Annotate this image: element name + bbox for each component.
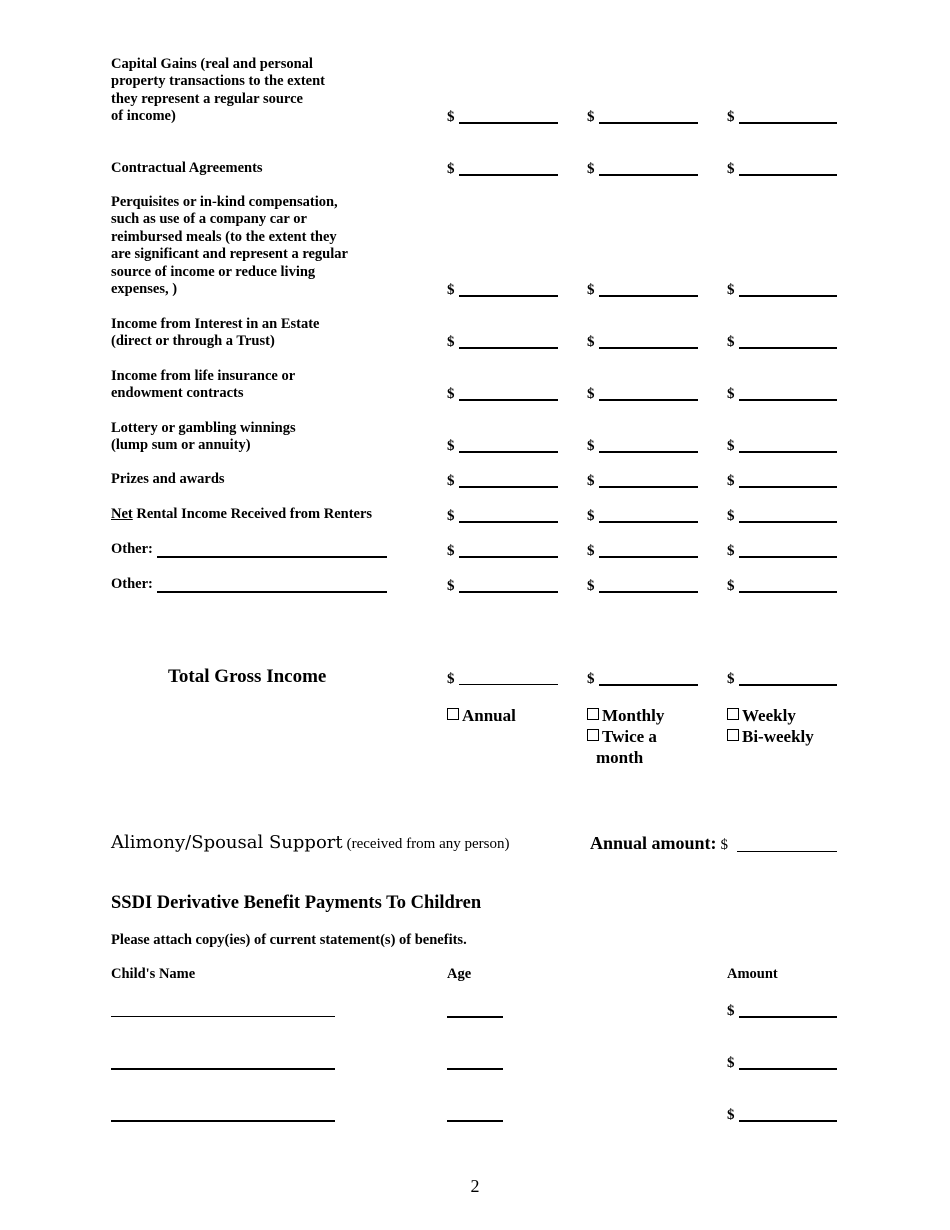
dollar-sign: $ (587, 473, 595, 489)
income-row-label-line: Contractual Agreements (111, 160, 263, 176)
frequency-annual[interactable] (447, 705, 516, 726)
bi-weekly-checkbox[interactable] (727, 729, 739, 741)
other-label: Other: (111, 541, 153, 557)
income-row-label (111, 576, 153, 593)
ssdi-title: SSDI Derivative Benefit Payments To Children (111, 893, 482, 913)
amount-field-3[interactable] (739, 122, 837, 124)
dollar-sign: $ (727, 1003, 735, 1019)
dollar-sign: $ (727, 109, 735, 125)
dollar-sign: $ (727, 671, 735, 687)
income-row-label (111, 194, 348, 298)
income-row-label (111, 56, 325, 126)
income-row-label-line: Capital Gains (real and personal (111, 56, 313, 72)
frequency-twice-a-month[interactable] (587, 726, 657, 747)
amount-field-1[interactable] (459, 451, 558, 453)
weekly-label: Weekly (742, 706, 796, 725)
twice-a-month-label-1: Twice a (602, 727, 657, 746)
dollar-sign: $ (587, 386, 595, 402)
net-emphasis: Net (111, 506, 133, 522)
amount-field-3[interactable] (739, 347, 837, 349)
alimony-title: Alimony/Spousal Support (111, 832, 343, 853)
amount-field-3[interactable] (739, 174, 837, 176)
income-row-label-line: reimbursed meals (to the extent they (111, 228, 337, 245)
dollar-sign: $ (727, 578, 735, 594)
amount-field-2[interactable] (599, 556, 698, 558)
dollar-sign: $ (587, 334, 595, 350)
dollar-sign: $ (447, 334, 455, 350)
alimony-heading (111, 832, 509, 853)
income-row-label-line: expenses, ) (111, 281, 178, 298)
child-age-field[interactable] (447, 1016, 503, 1018)
amount-field-2[interactable] (599, 451, 698, 453)
dollar-sign: $ (727, 334, 735, 350)
child-name-field[interactable] (111, 1068, 335, 1070)
twice-a-month-label-2: month (596, 748, 644, 767)
total-gross-income-label: Total Gross Income (168, 666, 327, 687)
amount-field-1[interactable] (459, 174, 558, 176)
dollar-sign: $ (727, 473, 735, 489)
dollar-sign: $ (447, 543, 455, 559)
income-row-label (111, 471, 225, 488)
dollar-sign: $ (447, 473, 455, 489)
income-row-label (111, 506, 372, 523)
income-row-label-line: (direct or through a Trust) (111, 333, 275, 350)
amount-field-2[interactable] (599, 486, 698, 488)
alimony-note: (received from any person) (346, 836, 510, 852)
income-row-label-line: they represent a regular source (111, 90, 303, 107)
amount-field-3[interactable] (739, 521, 837, 523)
total-amount-field-3[interactable] (739, 684, 837, 686)
amount-field-2[interactable] (599, 347, 698, 349)
amount-field-2[interactable] (599, 399, 698, 401)
child-name-field[interactable] (111, 1120, 335, 1122)
amount-field-1[interactable] (459, 295, 558, 297)
child-age-field[interactable] (447, 1068, 503, 1070)
dollar-sign: $ (447, 109, 455, 125)
income-row-label (111, 541, 153, 558)
amount-field-1[interactable] (459, 556, 558, 558)
amount-field-3[interactable] (739, 295, 837, 297)
other-label: Other: (111, 576, 153, 592)
age-header: Age (447, 966, 472, 982)
dollar-sign: $ (587, 508, 595, 524)
annual-label: Annual (462, 706, 516, 725)
page-number: 2 (470, 1176, 480, 1196)
amount-field-2[interactable] (599, 521, 698, 523)
income-row-label (111, 316, 319, 351)
dollar-sign: $ (727, 508, 735, 524)
dollar-sign: $ (587, 438, 595, 454)
child-amount-field[interactable] (739, 1120, 837, 1122)
ssdi-instruction: Please attach copy(ies) of current statement(s) of benefits. (111, 932, 467, 948)
childs-name-header: Child's Name (111, 966, 196, 982)
other-description-field[interactable] (157, 556, 387, 558)
amount-field-1[interactable] (459, 399, 558, 401)
frequency-weekly[interactable] (727, 705, 796, 726)
frequency-monthly[interactable] (587, 705, 664, 726)
dollar-sign: $ (447, 508, 455, 524)
amount-field-2[interactable] (599, 174, 698, 176)
dollar-sign: $ (587, 671, 595, 687)
dollar-sign: $ (727, 161, 735, 177)
dollar-sign: $ (727, 282, 735, 298)
dollar-sign: $ (587, 109, 595, 125)
alimony-amount-label: Annual amount: (590, 833, 717, 853)
alimony-amount (590, 833, 728, 854)
weekly-checkbox[interactable] (727, 708, 739, 720)
amount-field-3[interactable] (739, 591, 837, 593)
income-row-label-line: endowment contracts (111, 385, 244, 402)
income-row-label (111, 160, 263, 177)
income-row-label (111, 420, 296, 455)
child-age-field[interactable] (447, 1120, 503, 1122)
child-amount-field[interactable] (739, 1016, 837, 1018)
dollar-sign: $ (727, 543, 735, 559)
rental-income-label: Rental Income Received from Renters (132, 506, 373, 522)
dollar-sign: $ (587, 161, 595, 177)
income-row-label-line: property transactions to the extent (111, 73, 325, 90)
amount-field-1[interactable] (459, 486, 558, 488)
amount-header: Amount (727, 966, 778, 982)
annual-checkbox[interactable] (447, 708, 459, 720)
dollar-sign: $ (447, 578, 455, 594)
income-row-label-line: Income from life insurance or (111, 368, 296, 384)
dollar-sign: $ (447, 161, 455, 177)
dollar-sign: $ (727, 386, 735, 402)
dollar-sign: $ (727, 1055, 735, 1071)
monthly-label: Monthly (602, 706, 665, 725)
total-amount-field-1[interactable] (459, 684, 558, 685)
amount-field-1[interactable] (459, 591, 558, 593)
amount-field-3[interactable] (739, 451, 837, 453)
amount-field-3[interactable] (739, 399, 837, 401)
monthly-checkbox[interactable] (587, 708, 599, 720)
income-row-label-line: of income) (111, 108, 176, 125)
income-row-label-line: are significant and represent a regular (111, 246, 348, 263)
alimony-amount-field[interactable] (737, 851, 837, 852)
dollar-sign: $ (727, 438, 735, 454)
amount-field-1[interactable] (459, 521, 558, 523)
amount-field-2[interactable] (599, 122, 698, 124)
income-row-label-line: Perquisites or in-kind compensation, (111, 194, 338, 210)
income-row-label (111, 368, 295, 403)
income-row-label-line: Prizes and awards (111, 471, 225, 487)
income-row-label-line: Lottery or gambling winnings (111, 420, 296, 436)
income-row-label-line: such as use of a company car or (111, 211, 307, 228)
total-amount-field-2[interactable] (599, 684, 698, 686)
amount-field-2[interactable] (599, 591, 698, 593)
bi-weekly-label: Bi-weekly (742, 727, 814, 746)
amount-field-2[interactable] (599, 295, 698, 297)
dollar-sign: $ (587, 282, 595, 298)
amount-field-3[interactable] (739, 556, 837, 558)
income-row-label-line: (lump sum or annuity) (111, 437, 251, 454)
income-row-label-line: Income from Interest in an Estate (111, 316, 320, 332)
alimony-dollar-sign: $ (720, 837, 729, 853)
twice-a-month-checkbox[interactable] (587, 729, 599, 741)
dollar-sign: $ (447, 282, 455, 298)
dollar-sign: $ (447, 671, 455, 687)
child-amount-field[interactable] (739, 1068, 837, 1070)
dollar-sign: $ (587, 578, 595, 594)
dollar-sign: $ (727, 1107, 735, 1123)
dollar-sign: $ (447, 386, 455, 402)
amount-field-1[interactable] (459, 122, 558, 124)
other-description-field[interactable] (157, 591, 387, 593)
amount-field-3[interactable] (739, 486, 837, 488)
frequency-bi-weekly[interactable] (727, 726, 814, 747)
child-name-field[interactable] (111, 1016, 335, 1017)
amount-field-1[interactable] (459, 347, 558, 349)
dollar-sign: $ (587, 543, 595, 559)
dollar-sign: $ (447, 438, 455, 454)
income-row-label-line: source of income or reduce living (111, 263, 316, 280)
